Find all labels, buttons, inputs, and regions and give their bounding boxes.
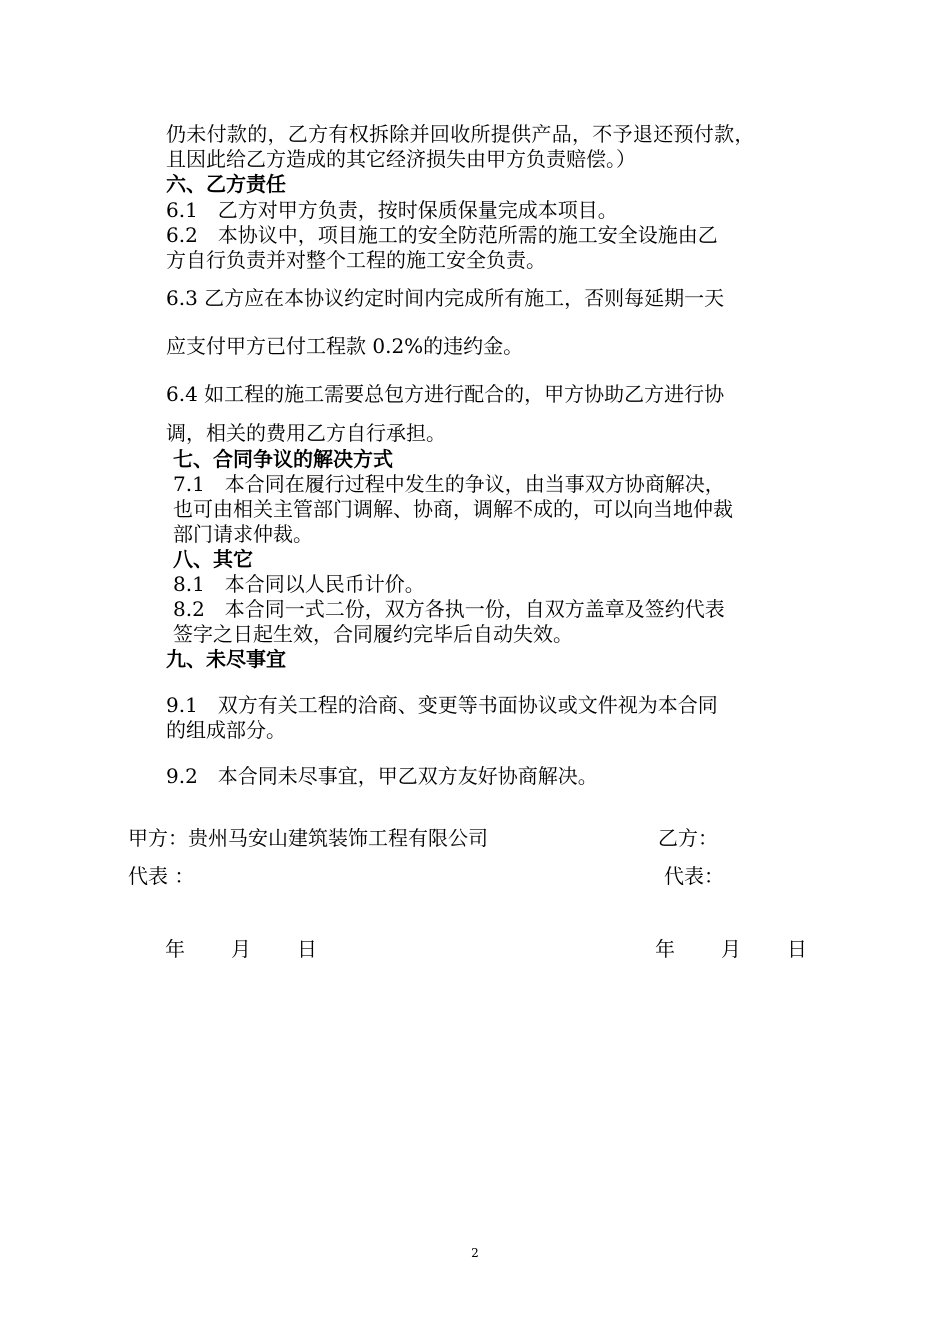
clause-5-continued-line-1: 仍未付款的，乙方有权拆除并回收所提供产品，不予退还预付款， [166, 122, 755, 146]
clause-9-2: 9.2 本合同未尽事宜，甲乙双方友好协商解决。 [166, 764, 598, 788]
clause-6-3-line-1: 6.3 乙方应在本协议约定时间内完成所有施工，否则每延期一天 [166, 286, 725, 310]
clause-8-1: 8.1 本合同以人民币计价。 [173, 572, 425, 596]
clause-9-1-line-2: 的组成部分。 [166, 718, 286, 742]
clause-6-4-line-2: 调，相关的费用乙方自行承担。 [166, 421, 446, 445]
section-9-heading: 九、未尽事宜 [166, 647, 286, 671]
page-number: 2 [471, 1246, 479, 1260]
party-b-representative: 代表： [664, 864, 724, 888]
party-a-representative: 代表 ： [128, 864, 195, 888]
clause-6-4-line-1: 6.4 如工程的施工需要总包方进行配合的，甲方协助乙方进行协 [166, 382, 725, 406]
section-7-heading: 七、合同争议的解决方式 [173, 447, 393, 471]
section-6-heading: 六、乙方责任 [166, 172, 286, 196]
party-a-date: 年 月 日 [165, 937, 319, 961]
clause-6-2-line-1: 6.2 本协议中，项目施工的安全防范所需的施工安全设施由乙 [166, 223, 718, 247]
party-b-date: 年 月 日 [655, 937, 809, 961]
party-a-name: 甲方：贵州马安山建筑装饰工程有限公司 [128, 826, 488, 850]
clause-7-1-line-2: 也可由相关主管部门调解、协商，调解不成的，可以向当地仲裁 [173, 497, 733, 521]
party-b-label: 乙方： [658, 826, 718, 850]
clause-7-1-line-1: 7.1 本合同在履行过程中发生的争议，由当事双方协商解决， [173, 472, 725, 496]
clause-8-2-line-1: 8.2 本合同一式二份，双方各执一份，自双方盖章及签约代表 [173, 597, 725, 621]
clause-5-continued-line-2: 且因此给乙方造成的其它经济损失由甲方负责赔偿。） [166, 147, 636, 171]
clause-9-1-line-1: 9.1 双方有关工程的洽商、变更等书面协议或文件视为本合同 [166, 693, 718, 717]
clause-6-3-line-2: 应支付甲方已付工程款 0.2%的违约金。 [166, 334, 524, 358]
clause-6-1: 6.1 乙方对甲方负责，按时保质保量完成本项目。 [166, 198, 618, 222]
clause-8-2-line-2: 签字之日起生效，合同履约完毕后自动失效。 [173, 622, 573, 646]
clause-7-1-line-3: 部门请求仲裁。 [173, 522, 313, 546]
clause-6-2-line-2: 方自行负责并对整个工程的施工安全负责。 [166, 248, 546, 272]
section-8-heading: 八、其它 [173, 547, 253, 571]
